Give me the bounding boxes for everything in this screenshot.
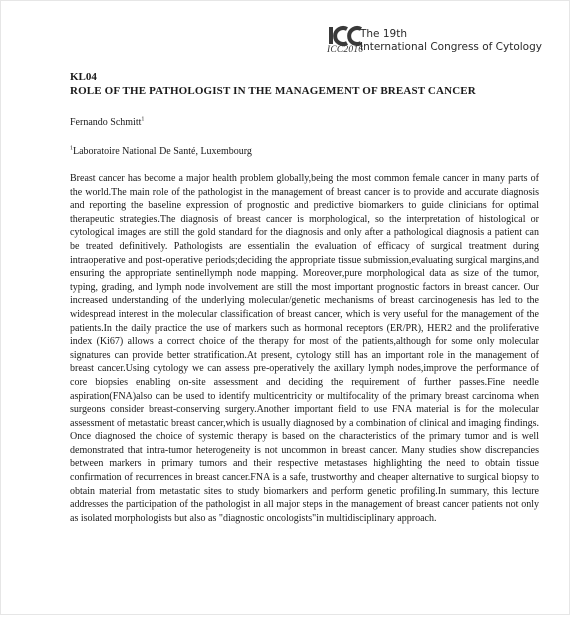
affiliation-mark: 1 bbox=[70, 145, 73, 152]
author bbox=[70, 117, 144, 128]
congress-header bbox=[327, 25, 542, 59]
icc-logo bbox=[327, 25, 364, 59]
abstract-title: ROLE OF THE PATHOLOGIST IN THE MANAGEMENT OF BREAST CANCER bbox=[70, 85, 476, 97]
congress-name bbox=[360, 28, 542, 54]
affiliation-text: Laboratoire National De Santé, Luxembourg bbox=[73, 146, 252, 157]
congress-line-2: International Congress of Cytology bbox=[359, 41, 542, 53]
congress-line-1: The 19th bbox=[359, 28, 407, 40]
affiliation bbox=[70, 146, 252, 157]
author-affiliation-mark: 1 bbox=[141, 116, 145, 123]
abstract-code: KL04 bbox=[70, 71, 97, 83]
abstract-body: Breast cancer has become a major health problem globally,being the most common female cancer in many parts of the world.The main role of the pathologist in the management of breast cancer is to provide and accurate diagnosis and reporting the baseline expression of prognostic and predictive biomarkers to guide clinicians for optimal therapeutic strategies.The diagnosis of breast cancer is morphological, so the interpretation of histological or cytological images are still the gold standard for the diagnosis and only after a pathological diagnosis a patient can be treated definitively. Pathologists are essentialin the evaluation of efficacy of surgical treatment during intraoperative and post-operative periods;deciding the appropriate tissue submission,evaluating surgical margins,and ensuring the appropriate sentinellymph node mapping. Moreover,pure morphological data as size of the tumor, typing, grading, and lymph node involvement are still the most important prognostic factors in breast cancer. Our increased understanding of the underlying molecular/genetic mechanisms of breast carcinogenesis has led to the widespread interest in the molecular classification of breast cancer, which is very useful for the management of the patients.In the daily practice the use of markers such as hormonal receptors (ER/PR), HER2 and the proliferative index (Ki67) allows a correct choice of the therapy for most of the patients,although for some only molecular signatures can provide better stratification.At present, cytology still has an important role in the management of breast cancer.Using cytology we can assess pre-operatively the axillary lymph nodes,improve the performance of core biopsies enabling on-site assessment and deciding the requirement of further passes.Fine needle aspiration(FNA)also can be used to identify multicentricity or multifocality of the primary breast carcinoma when surgeons consider breast-conserving surgery.Another important field to use FNA material is for the molecular assessment of metastatic breast cancer,which is usually diagnosed by a combination of clinical and imaging findings. Once diagnosed the choice of systemic therapy is based on the characteristics of the primary tumor and is well demonstrated that intra-tumor heterogeneity is not uncommon in breast cancer. Many studies show discrepancies between markers in primary tumors and their respective metastases highlighting the need to obtain tissue confirmation of recurrences in breast cancer.FNA is a safe, trustworthy and cheaper alternative to surgical biopsy to obtain material from metastatic sites to study biomarkers and perform genetic profiling.In summary, this lecture addresses the participation of the pathologist in all major steps in the management of breast cancer patients not only as isolated morphologists but also as "diagnostic oncologists"in multidisciplinary approach. bbox=[70, 173, 539, 524]
icc-logo-icon bbox=[327, 25, 369, 47]
author-name: Fernando Schmitt bbox=[70, 117, 142, 128]
logo-year: ICC2016 bbox=[327, 45, 364, 55]
